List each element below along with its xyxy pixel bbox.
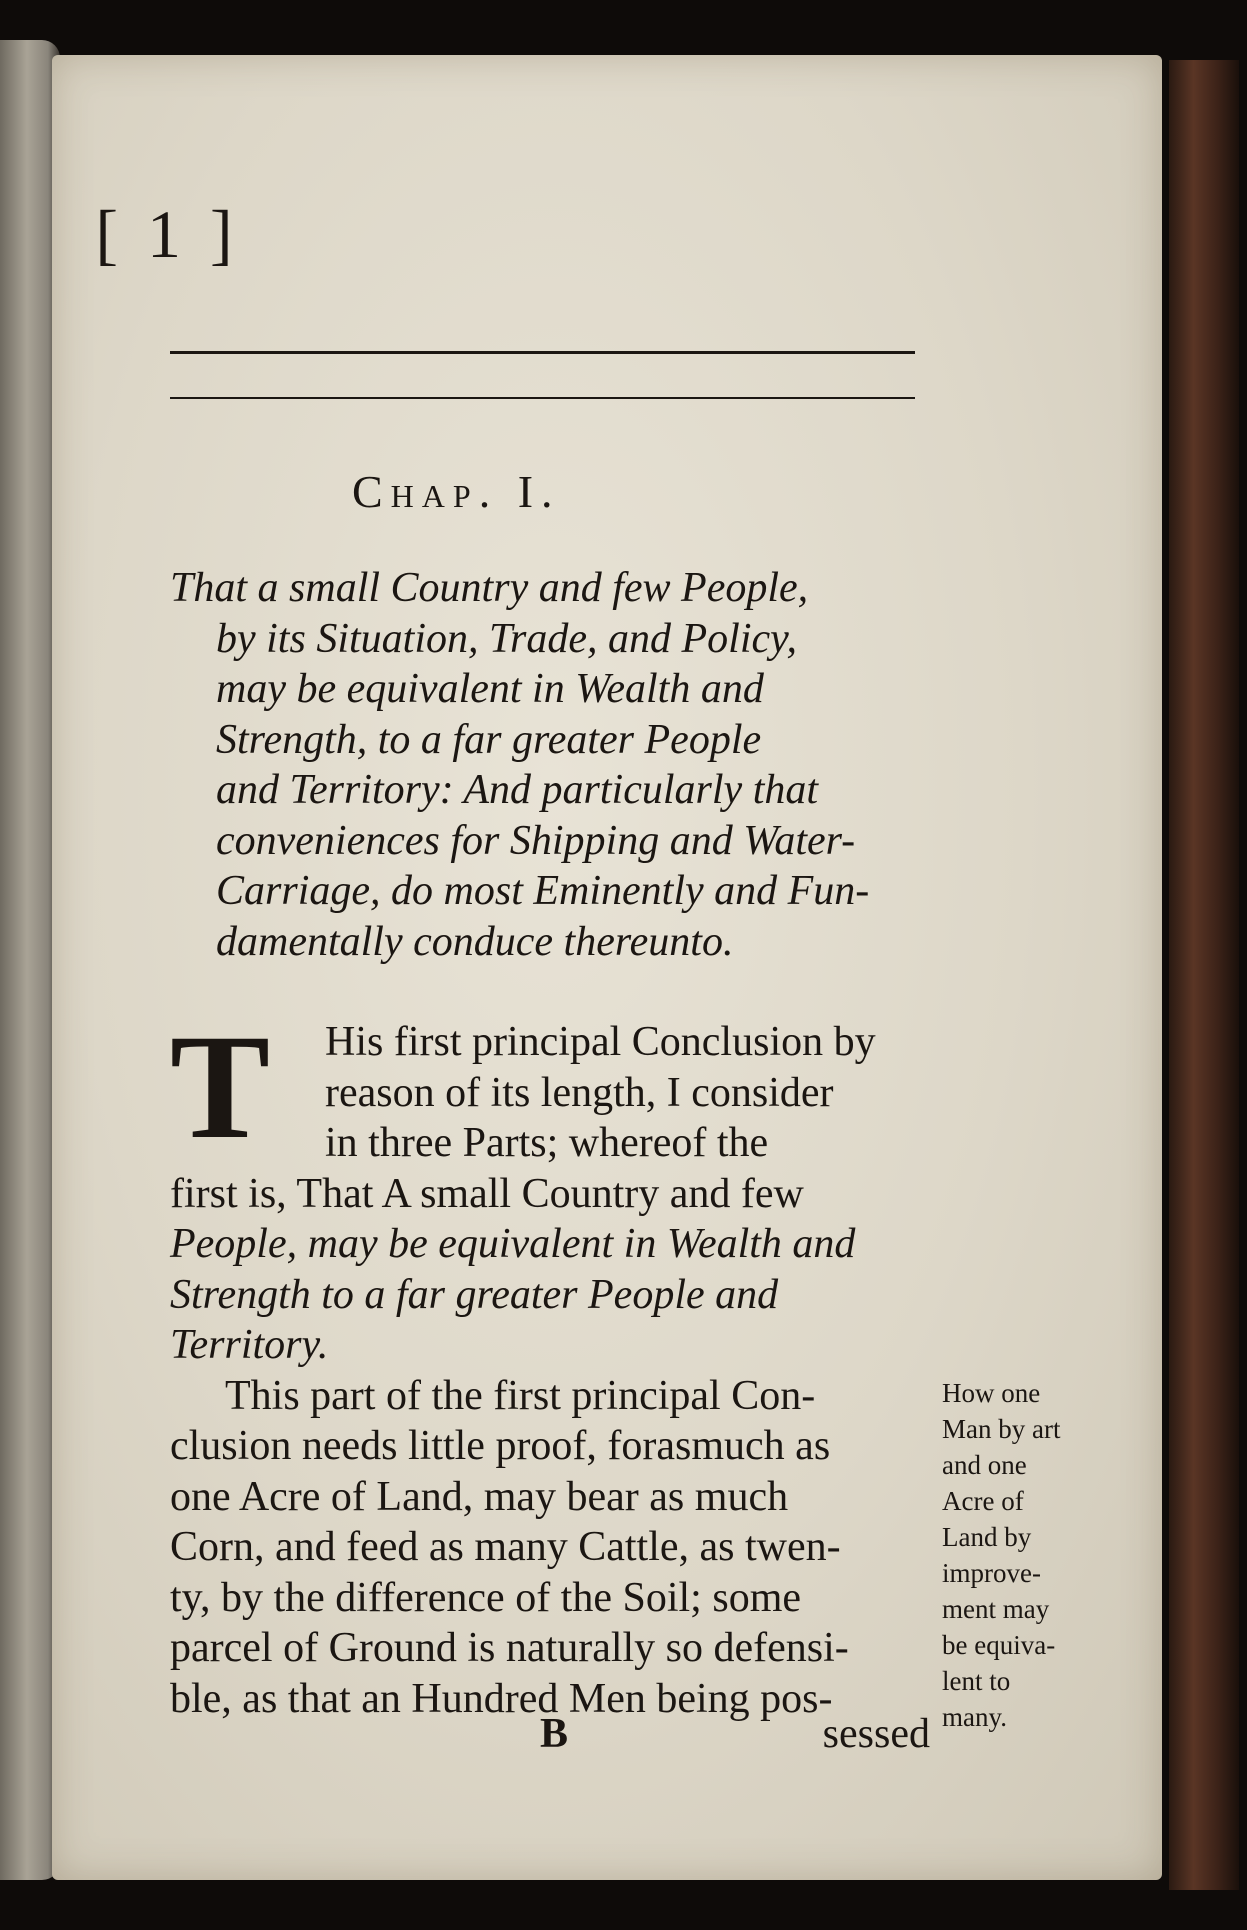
body-line: Corn, and feed as many Cattle, as twen- [170, 1524, 841, 1570]
marginal-note-line: ment may [942, 1594, 1050, 1624]
marginal-note-line: many. [942, 1702, 1007, 1732]
marginal-note-line: Acre of [942, 1486, 1024, 1516]
catchword: sessed [822, 1711, 930, 1757]
body-line [170, 1017, 930, 1068]
body-line: ble, as that an Hundred Men being pos- [170, 1675, 833, 1722]
drop-cap: T [170, 1004, 271, 1170]
book-binding-edge [1169, 60, 1239, 1890]
body-line: in three Parts; whereof the [325, 1120, 769, 1166]
marginal-note-line: improve- [942, 1558, 1041, 1588]
header-rule-thick [170, 351, 915, 354]
marginal-note [942, 1375, 1082, 1735]
body-line-text: His first principal Conclusion by [325, 1019, 876, 1065]
body-line: reason of its length, I consider [325, 1069, 834, 1116]
marginal-note-line: Man by art [942, 1414, 1061, 1444]
page-number [0, 195, 722, 274]
marginal-note-line: be equiva- [942, 1630, 1056, 1660]
marginal-note-line: and one [942, 1450, 1027, 1480]
chapter-heading: Chap. I. [352, 466, 561, 517]
page-number-right-bracket: ] [210, 196, 239, 272]
facing-page-edge [0, 40, 60, 1880]
header-rule-thin [170, 397, 915, 399]
page-number-value: 1 [147, 196, 187, 272]
summary-line: conveniences for Shipping and Water- [216, 817, 856, 864]
summary-line: Strength, to a far greater People [216, 716, 762, 763]
marginal-note-line: Land by [942, 1522, 1032, 1552]
body-line: clusion needs little proof, forasmuch as [170, 1423, 831, 1469]
body-line: People, may be equivalent in Wealth and [170, 1221, 856, 1267]
body-line: Strength to a far greater People and [170, 1271, 779, 1318]
page-number-left-bracket: [ [95, 196, 124, 272]
body-line: ty, by the difference of the Soil; some [170, 1574, 802, 1621]
summary-line: That a small Country and few People, [170, 565, 809, 611]
body-line: first is, That A small Country and few [170, 1170, 804, 1217]
summary-line: may be equivalent in Wealth and [216, 666, 764, 712]
signature-mark: B [540, 1711, 569, 1757]
body-line: This part of the first principal Con- [225, 1372, 816, 1419]
summary-line: and Territory: And particularly that [216, 767, 819, 813]
book-page [52, 55, 1162, 1880]
summary-line: Carriage, do most Eminently and Fun- [216, 868, 870, 914]
marginal-note-line: lent to [942, 1666, 1011, 1696]
body-line: one Acre of Land, may bear as much [170, 1473, 789, 1520]
summary-line: by its Situation, Trade, and Policy, [216, 615, 797, 662]
chapter-summary [170, 563, 930, 967]
body-line: Territory. [170, 1322, 329, 1368]
body-line: parcel of Ground is naturally so defensi- [170, 1625, 849, 1671]
marginal-note-line: How one [942, 1378, 1041, 1408]
body-text [170, 1004, 930, 1724]
summary-line: damentally conduce thereunto. [216, 918, 734, 965]
